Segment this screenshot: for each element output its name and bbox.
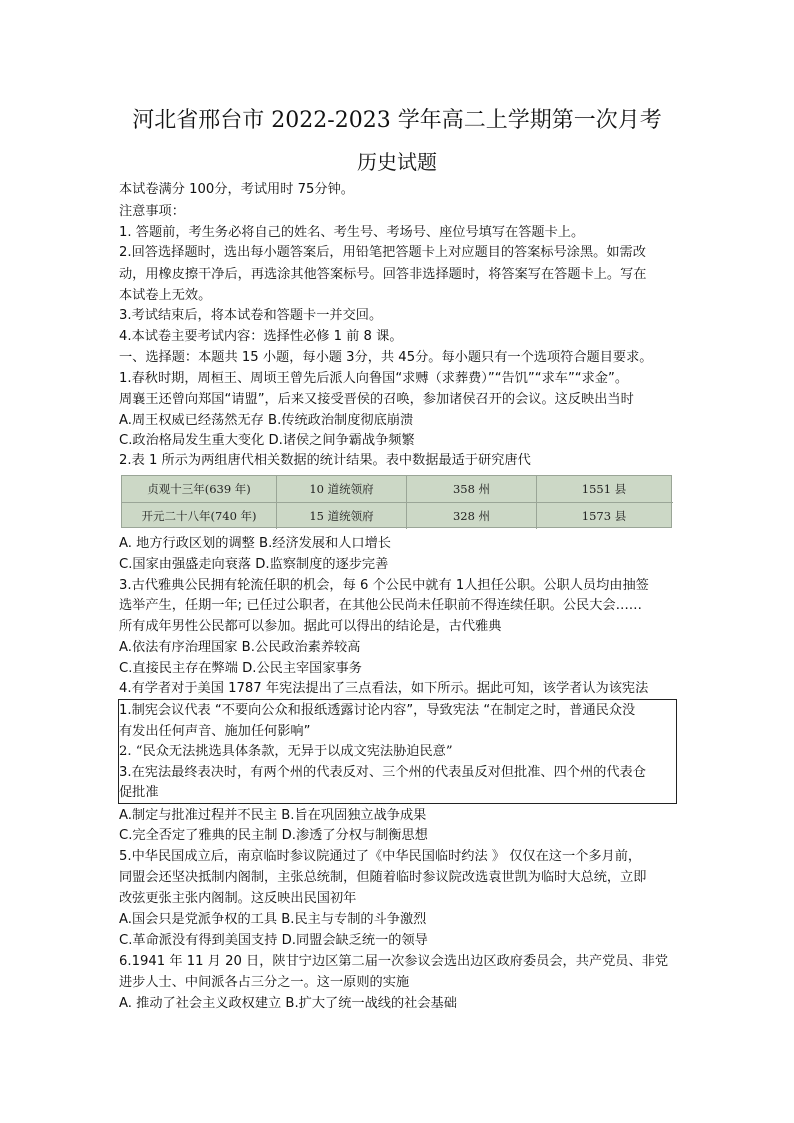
question-4-options: C.完全否定了雅典的民主制 D.渗透了分权与制衡思想 — [119, 828, 428, 843]
question-5-text: 改弦更张主张内阁制。这反映出民国初年 — [119, 891, 357, 906]
question-4-options: A.制定与批准过程并不民主 B.旨在巩固独立战争成果 — [119, 808, 427, 823]
document-title: 河北省邢台市 2022-2023 学年高二上学期第一次月考 — [132, 108, 662, 133]
question-4-text: 4.有学者对于美国 1787 年宪法提出了三点看法，如下所示。据此可知，该学者认为该宪法 — [119, 681, 649, 696]
quote-line: 有发出任何声音、施加任何影响” — [119, 724, 311, 739]
notice-line: 动，用橡皮擦干净后，再选涂其他答案标号。回答非选择题时，将答案写在答题卡上。写在 — [119, 267, 647, 282]
question-2-text: 2.表 1 所示为两组唐代相关数据的统计结果。表中数据最适于研究唐代 — [119, 453, 531, 468]
question-3-options: C.直接民主存在弊端 D.公民主宰国家事务 — [119, 661, 362, 676]
question-1-text: 周襄王还曾向郑国“请盟”，后来又接受晋侯的召唤，参加诸侯召开的会议。这反映出当时 — [119, 392, 634, 407]
question-5-options: A.国会只是党派争权的工具 B.民主与专制的斗争激烈 — [119, 912, 427, 927]
notice-line: 1. 答题前，考生务必将自己的姓名、考生号、考场号、座位号填写在答题卡上。 — [119, 225, 585, 240]
table-cell: 328 州 — [407, 503, 537, 529]
table-cell: 开元二十八年(740 年) — [122, 503, 277, 529]
question-6-text: 6.1941 年 11 月 20 日，陕甘宁边区第二届一次参议会选出边区政府委员会，共产党员、非党 — [119, 954, 669, 969]
table-cell: 1573 县 — [581, 509, 627, 523]
question-5-options: C.革命派没有得到美国支持 D.同盟会缺乏统一的领导 — [119, 933, 428, 948]
table-cell: 贞观十三年(639 年) — [122, 476, 277, 502]
exam-intro: 本试卷满分 100分，考试用时 75分钟。 — [119, 182, 354, 197]
notice-line: 本试卷上无效。 — [119, 288, 212, 303]
quote-line: 3.在宪法最终表决时，有两个州的代表反对、三个州的代表虽反对但批准、四个州的代表仓 — [119, 765, 646, 780]
notice-line: 2.回答选择题时，选出每小题答案后，用铅笔把答题卡上对应题目的答案标号涂黑。如需改 — [119, 245, 646, 260]
tang-data-table — [121, 475, 672, 528]
question-3-options: A.依法有序治理国家 B.公民政治素养较高 — [119, 640, 361, 655]
table-row — [122, 502, 673, 529]
question-5-text: 同盟会还坚决抵制内阁制，主张总统制，但随着临时参议院改选袁世凯为临时大总统，立即 — [119, 870, 647, 885]
document-subtitle: 历史试题 — [357, 150, 437, 174]
table-cell: 10 道统领府 — [277, 476, 407, 502]
table-cell: 15 道统领府 — [277, 503, 407, 529]
quote-line: 促批准 — [119, 785, 159, 800]
notice-line: 3.考试结束后，将本试卷和答题卡一并交回。 — [119, 308, 383, 323]
question-3-text: 3.古代雅典公民拥有轮流任职的机会，每 6 个公民中就有 1人担任公职。公职人员均由抽签 — [119, 578, 649, 593]
quote-line: 1.制宪会议代表 “不要向公众和报纸透露讨论内容”，导致宪法 “在制定之时，普通民众没 — [119, 703, 636, 718]
notice-heading: 注意事项： — [119, 204, 185, 219]
question-6-text: 进步人士、中间派各占三分之一。这一原则的实施 — [119, 975, 410, 990]
question-6-options: A. 推动了社会主义政权建立 B.扩大了统一战线的社会基础 — [119, 996, 457, 1011]
table-cell: 1551 县 — [581, 482, 627, 496]
question-1-options: C.政治格局发生重大变化 D.诸侯之间争霸战争频繁 — [119, 433, 415, 448]
section-heading: 一、选择题：本题共 15 小题，每小题 3分，共 45分。每小题只有一个选项符合题目要求。 — [119, 350, 653, 365]
question-1-text: 1.春秋时期，周桓王、周顷王曾先后派人向鲁国“求赙（求葬费）”“告饥”“求车”“求金”。 — [119, 371, 629, 386]
question-1-options: A.周王权威已经荡然无存 B.传统政治制度彻底崩溃 — [119, 413, 414, 428]
question-2-options: C.国家由强盛走向衰落 D.监察制度的逐步完善 — [119, 557, 389, 572]
question-3-text: 所有成年男性公民都可以参加。据此可以得出的结论是，古代雅典 — [119, 619, 502, 634]
question-5-text: 5.中华民国成立后，南京临时参议院通过了《中华民国临时约法 》 仅仅在这一个多月前， — [119, 849, 642, 864]
quote-line: 2. “民众无法挑选具体条款，无异于以成文宪法胁迫民意” — [119, 744, 453, 759]
table-cell: 358 州 — [407, 476, 537, 502]
question-2-options: A. 地方行政区划的调整 B.经济发展和人口增长 — [119, 536, 391, 551]
notice-line: 4.本试卷主要考试内容：选择性必修 1 前 8 课。 — [119, 329, 403, 344]
table-row — [122, 476, 673, 502]
question-3-text: 选举产生，任期一年; 已任过公职者，在其他公民尚未任职前不得连续任职。公民大会…… — [119, 598, 642, 613]
